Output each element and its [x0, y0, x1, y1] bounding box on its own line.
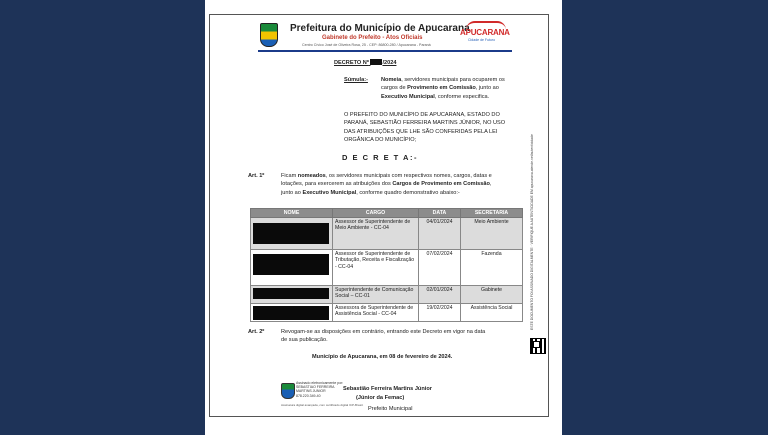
col-header-cargo: CARGO: [333, 209, 419, 218]
cell-secretaria: Meio Ambiente: [461, 218, 523, 250]
article-2-label: Art. 2º: [248, 329, 265, 335]
cell-data: 07/02/2024: [419, 250, 461, 286]
cell-data: 19/02/2024: [419, 304, 461, 322]
article-2-text: Revogam-se as disposições em contrário, entrando este Decreto em vigor na data de sua publicação.: [281, 329, 486, 344]
table-row: [251, 218, 523, 250]
letterhead-divider: [258, 50, 512, 52]
cell-secretaria: Fazenda: [461, 250, 523, 286]
article-1-text: Ficam nomeados, os servidores municipais com respectivos nomes, cargos, datas e lotações, para exercerem as atribuições dos Cargos de Provimento em Comissão, junto ao Executivo Municipal, conforme quadro demonstrativo abaixo:-: [281, 173, 492, 196]
letterhead-subtitle: Gabinete do Prefeito - Atos Oficiais: [322, 35, 423, 41]
table-row: [251, 250, 523, 286]
logo-text: APUCARANA: [460, 28, 510, 37]
cell-cargo: Assessora de Superintendente de Assistência Social - CC-04: [333, 304, 419, 322]
cell-secretaria: Gabinete: [461, 286, 523, 304]
redacted-number: [370, 59, 382, 65]
table-row: [251, 286, 523, 304]
signature-footnote: Assinatura digital avançada, com certificado digital ICP-Brasil.: [281, 403, 364, 407]
letterhead: [210, 15, 548, 55]
cell-secretaria: Assistência Social: [461, 304, 523, 322]
logo-tagline: Cidade de Futuro: [468, 38, 496, 42]
signer-name: Sebastião Ferreira Martins Júnior: [343, 386, 432, 392]
signer-nickname: (Júnior da Femac): [356, 395, 405, 401]
decree-number: DECRETO Nº /2024: [334, 60, 397, 66]
decree-document: [209, 14, 549, 417]
qr-code-icon: [530, 338, 546, 354]
city-logo: [460, 21, 512, 45]
col-header-nome: NOME: [251, 209, 333, 218]
signature-seal-icon: [281, 383, 295, 399]
cell-nome-redacted: [251, 218, 333, 250]
col-header-data: DATA: [419, 209, 461, 218]
letterhead-address: Centro Cívico José de Oliveira Rosa, 25 - CEP: 86800-280 / Apucarana - Paraná: [302, 43, 431, 47]
cell-nome-redacted: [251, 250, 333, 286]
cell-data: 04/01/2024: [419, 218, 461, 250]
decreta-heading: D E C R E T A:-: [342, 153, 418, 162]
table-header-row: [251, 209, 523, 218]
preamble: O PREFEITO DO MUNICÍPIO DE APUCARANA, ESTADO DO PARANÁ, SEBASTIÃO FERREIRA MARTINS JÚNIOR, NO USO DAS ATRIBUIÇÕES QUE LHE SÃO CONFERIDAS PELA LEI ORGÂNICA DO MUNICÍPIO;: [344, 112, 506, 143]
cell-nome-redacted: [251, 286, 333, 304]
signature-stamp: Assinado eletronicamente por: SEBASTIAO FERREIRA MARTINS JUNIOR 878.220.349-40: [296, 381, 344, 398]
appointments-table: [250, 208, 523, 322]
cell-data: 02/01/2024: [419, 286, 461, 304]
city-date: Município de Apucarana, em 08 de fevereiro de 2024.: [312, 354, 453, 360]
sumula-text: Nomeia, servidores municipais para ocuparem os cargos de Provimento em Comissão, junto ao Executivo Municipal, conforme especifica.: [381, 77, 505, 100]
cell-nome-redacted: [251, 304, 333, 322]
cell-cargo: Assessor de Superintendente de Tributação, Receita e Fiscalização - CC-04: [333, 250, 419, 286]
side-authentication-note: ESTE DOCUMENTO FOI ASSINADO DIGITALMENTE · VERIFIQUE A AUTENTICIDADE EM apucarana.atende.net/autenticidade: [530, 134, 534, 330]
signer-role: Prefeito Municipal: [368, 406, 413, 412]
letterhead-title: Prefeitura do Município de Apucarana: [290, 23, 470, 34]
article-1-label: Art. 1º: [248, 173, 265, 179]
coat-of-arms-icon: [260, 23, 278, 47]
sumula-label: Súmula:-: [344, 77, 368, 83]
cell-cargo: Superintendente de Comunicação Social – CC-01: [333, 286, 419, 304]
col-header-secretaria: SECRETARIA: [461, 209, 523, 218]
table-row: [251, 304, 523, 322]
cell-cargo: Assessor de Superintendente de Meio Ambiente - CC-04: [333, 218, 419, 250]
